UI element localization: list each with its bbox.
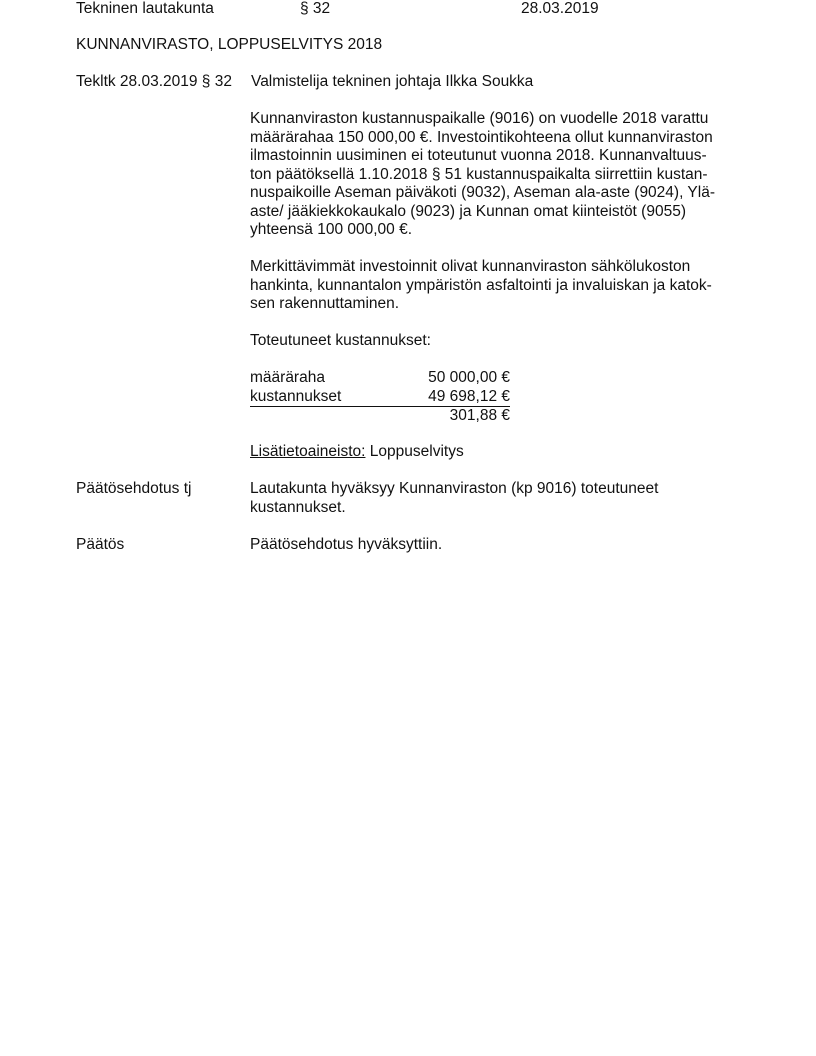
text-line: Merkittävimmät investoinnit olivat kunnanviraston sähkölukoston (250, 258, 691, 275)
text-line: määrärahaa 150 000,00 €. Investointikohteena ollut kunnanviraston (250, 128, 713, 146)
attachment-value: Loppuselvitys (369, 443, 464, 460)
body-paragraph-2 (250, 258, 736, 314)
attachment-label: Lisätietoaineisto: (250, 443, 366, 460)
costs-heading (250, 332, 736, 351)
text-line: kustannukset. (250, 498, 346, 516)
text-line: aste/ jääkiekkokaukalo (9023) ja Kunnan omat kiinteistöt (9055) (250, 202, 686, 220)
text-line: Lautakunta hyväksyy Kunnanviraston (kp 9016) toteutuneet (250, 480, 659, 497)
cost-row-spent (250, 388, 510, 407)
remainder-value: 301,88 € (449, 406, 510, 424)
spent-value: 49 698,12 € (428, 387, 510, 405)
budget-label: määräraha (250, 369, 325, 386)
text-line: sen rakennuttaminen. (250, 295, 400, 312)
organ-name: Tekninen lautakunta (76, 0, 214, 17)
proposal-text (250, 480, 736, 517)
text-line: Kunnanviraston kustannuspaikalle (9016) on vuodelle 2018 varattu (250, 110, 709, 127)
text-line: nuspaikoille Aseman päiväkoti (9032), Aseman ala-aste (9024), Ylä- (250, 184, 715, 201)
meeting-date: 28.03.2019 (521, 0, 599, 17)
cost-row-budget (250, 369, 510, 388)
costs-heading-text: Toteutuneet kustannukset: (250, 332, 431, 349)
proposal-label: Päätösehdotus tj (76, 480, 192, 497)
costs-table (250, 369, 510, 425)
body-paragraph-1 (250, 110, 736, 240)
spent-label: kustannukset (250, 387, 342, 405)
document-title: KUNNANVIRASTO, LOPPUSELVITYS 2018 (76, 36, 383, 53)
text-line: ton päätöksellä 1.10.2018 § 51 kustannuspaikalta siirrettiin kustan- (250, 165, 708, 183)
cost-row-remainder (250, 407, 510, 426)
paragraph-number: § 32 (300, 0, 331, 17)
text-line: hankinta, kunnantalon ympäristön asfaltointi ja invaluiskan ja katok- (250, 276, 712, 294)
text-line: ilmastoinnin uusiminen ei toteutunut vuonna 2018. Kunnanvaltuus- (250, 147, 707, 164)
decision-text: Päätösehdotus hyväksyttiin. (250, 536, 443, 553)
attachment-line (250, 443, 464, 461)
preparer-text: Valmistelija tekninen johtaja Ilkka Soukka (251, 73, 534, 90)
preparer-reference: Tekltk 28.03.2019 § 32 (76, 73, 232, 90)
text-line: yhteensä 100 000,00 €. (250, 221, 413, 238)
budget-value: 50 000,00 € (428, 369, 510, 386)
decision-label: Päätös (76, 536, 125, 553)
